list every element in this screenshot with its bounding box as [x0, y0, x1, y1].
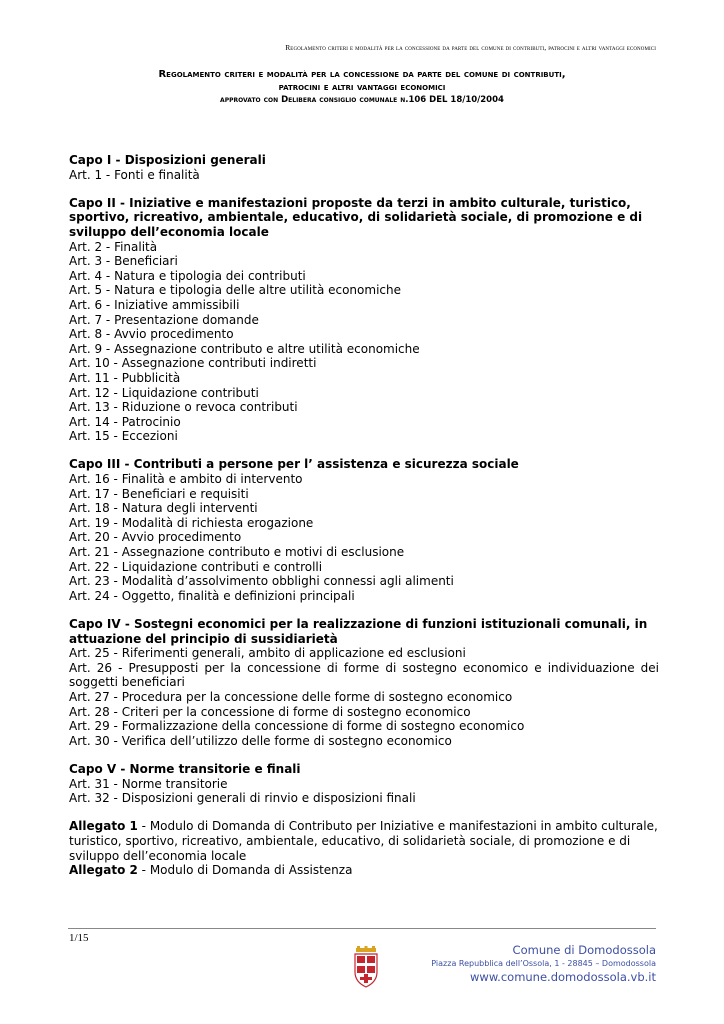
- page-number: 1/15: [69, 932, 89, 944]
- article-item: Art. 30 - Verifica dell’utilizzo delle forme di sostegno economico: [69, 733, 452, 748]
- attachments: [69, 819, 659, 877]
- chapter-3: [69, 457, 659, 603]
- attachment-1: [69, 819, 659, 863]
- article-item: Art. 14 - Patrocinio: [69, 414, 181, 429]
- article-item: Art. 1 - Fonti e finalità: [69, 167, 200, 182]
- article-item: Art. 16 - Finalità e ambito di intervento: [69, 472, 303, 487]
- article-item: Art. 32 - Disposizioni generali di rinvio e disposizioni finali: [69, 791, 416, 806]
- article-item: Art. 9 - Assegnazione contributo e altre utilità economiche: [69, 341, 420, 356]
- article-item: Art. 7 - Presentazione domande: [69, 312, 259, 327]
- article-item: Art. 13 - Riduzione o revoca contributi: [69, 400, 298, 415]
- article-item: Art. 6 - Iniziative ammissibili: [69, 297, 240, 312]
- chapter-4: [69, 617, 659, 748]
- footer-town: Comune di Domodossola: [512, 943, 656, 957]
- article-item: Art. 12 - Liquidazione contributi: [69, 385, 259, 400]
- article-item: Art. 8 - Avvio procedimento: [69, 327, 234, 342]
- chapter-title: Capo I - Disposizioni generali: [69, 153, 266, 167]
- article-item: Art. 24 - Oggetto, finalità e definizioni principali: [69, 588, 355, 603]
- attachment-text: - Modulo di Domanda di Contributo per Iniziative e manifestazioni in ambito culturale, turistico, sportivo, ricreativo, ambientale, educativo, di solidarietà sociale, di promozione e di sviluppo dell’economia locale: [69, 819, 658, 863]
- document-title: [70, 68, 654, 107]
- chapter-2: [69, 196, 659, 444]
- article-item: Art. 23 - Modalità d’assolvimento obblighi connessi agli alimenti: [69, 574, 454, 589]
- footer-address: Piazza Repubblica dell’Ossola, 1 - 28845 – Domodossola: [431, 959, 656, 968]
- article-item: Art. 3 - Beneficiari: [69, 254, 178, 269]
- article-item: Art. 31 - Norme transitorie: [69, 776, 228, 791]
- chapter-1: [69, 153, 659, 182]
- chapter-title: Capo II - Iniziative e manifestazioni proposte da terzi in ambito culturale, turistico, sportivo, ricreativo, ambientale, educativo, di solidarietà sociale, di promozione e di sviluppo dell’economia locale: [69, 195, 643, 239]
- article-item: Art. 28 - Criteri per la concessione di forme di sostegno economico: [69, 704, 471, 719]
- article-item: Art. 29 - Formalizzazione della concessione di forme di sostegno economico: [69, 719, 525, 734]
- footer-website-link[interactable]: www.comune.domodossola.vb.it: [470, 970, 656, 984]
- chapter-5: [69, 762, 659, 806]
- attachment-label: Allegato 2: [69, 863, 138, 878]
- article-item: Art. 26 - Presupposti per la concessione di forme di sostegno economico e individuazione dei soggetti beneficiari: [69, 660, 659, 690]
- coat-of-arms-icon: [351, 946, 381, 988]
- article-item: Art. 11 - Pubblicità: [69, 370, 181, 385]
- chapter-title: Capo IV - Sostegni economici per la realizzazione di funzioni istituzionali comunali, in attuazione del principio di sussidiarietà: [69, 617, 648, 646]
- article-item: Art. 18 - Natura degli interventi: [69, 501, 258, 516]
- article-item: Art. 10 - Assegnazione contributi indiretti: [69, 356, 317, 371]
- approval-line: approvato con Delibera consiglio comunale n.106 DEL 18/10/2004: [220, 95, 504, 105]
- article-item: Art. 21 - Assegnazione contributo e motivi di esclusione: [69, 545, 405, 560]
- article-item: Art. 17 - Beneficiari e requisiti: [69, 486, 249, 501]
- title-line-2: patrocini e altri vantaggi economici: [278, 82, 446, 93]
- article-item: Art. 19 - Modalità di richiesta erogazione: [69, 515, 314, 530]
- chapter-title: Capo III - Contributi a persone per l’ assistenza e sicurezza sociale: [69, 457, 519, 472]
- article-item: Art. 20 - Avvio procedimento: [69, 530, 242, 545]
- attachment-label: Allegato 1: [69, 819, 138, 834]
- article-item: Art. 25 - Riferimenti generali, ambito di applicazione ed esclusioni: [69, 646, 466, 661]
- attachment-2: [69, 863, 659, 878]
- attachment-text: - Modulo di Domanda di Assistenza: [137, 863, 353, 878]
- article-item: Art. 15 - Eccezioni: [69, 429, 178, 444]
- article-item: Art. 4 - Natura e tipologia dei contributi: [69, 268, 306, 283]
- article-item: Art. 27 - Procedura per la concessione delle forme di sostegno economico: [69, 689, 513, 704]
- footer-divider: [68, 928, 656, 929]
- table-of-contents: [69, 153, 659, 878]
- article-item: Art. 22 - Liquidazione contributi e controlli: [69, 559, 323, 574]
- article-item: Art. 2 - Finalità: [69, 239, 158, 254]
- running-header: Regolamento criteri e modalità per la concessione da parte del comune di contributi, patrocini e altri vantaggi economici: [285, 43, 656, 52]
- footer-contact: [431, 943, 656, 985]
- chapter-title: Capo V - Norme transitorie e finali: [69, 761, 301, 776]
- title-line-1: Regolamento criteri e modalità per la concessione da parte del comune di contributi,: [158, 69, 566, 80]
- article-item: Art. 5 - Natura e tipologia delle altre utilità economiche: [69, 283, 401, 298]
